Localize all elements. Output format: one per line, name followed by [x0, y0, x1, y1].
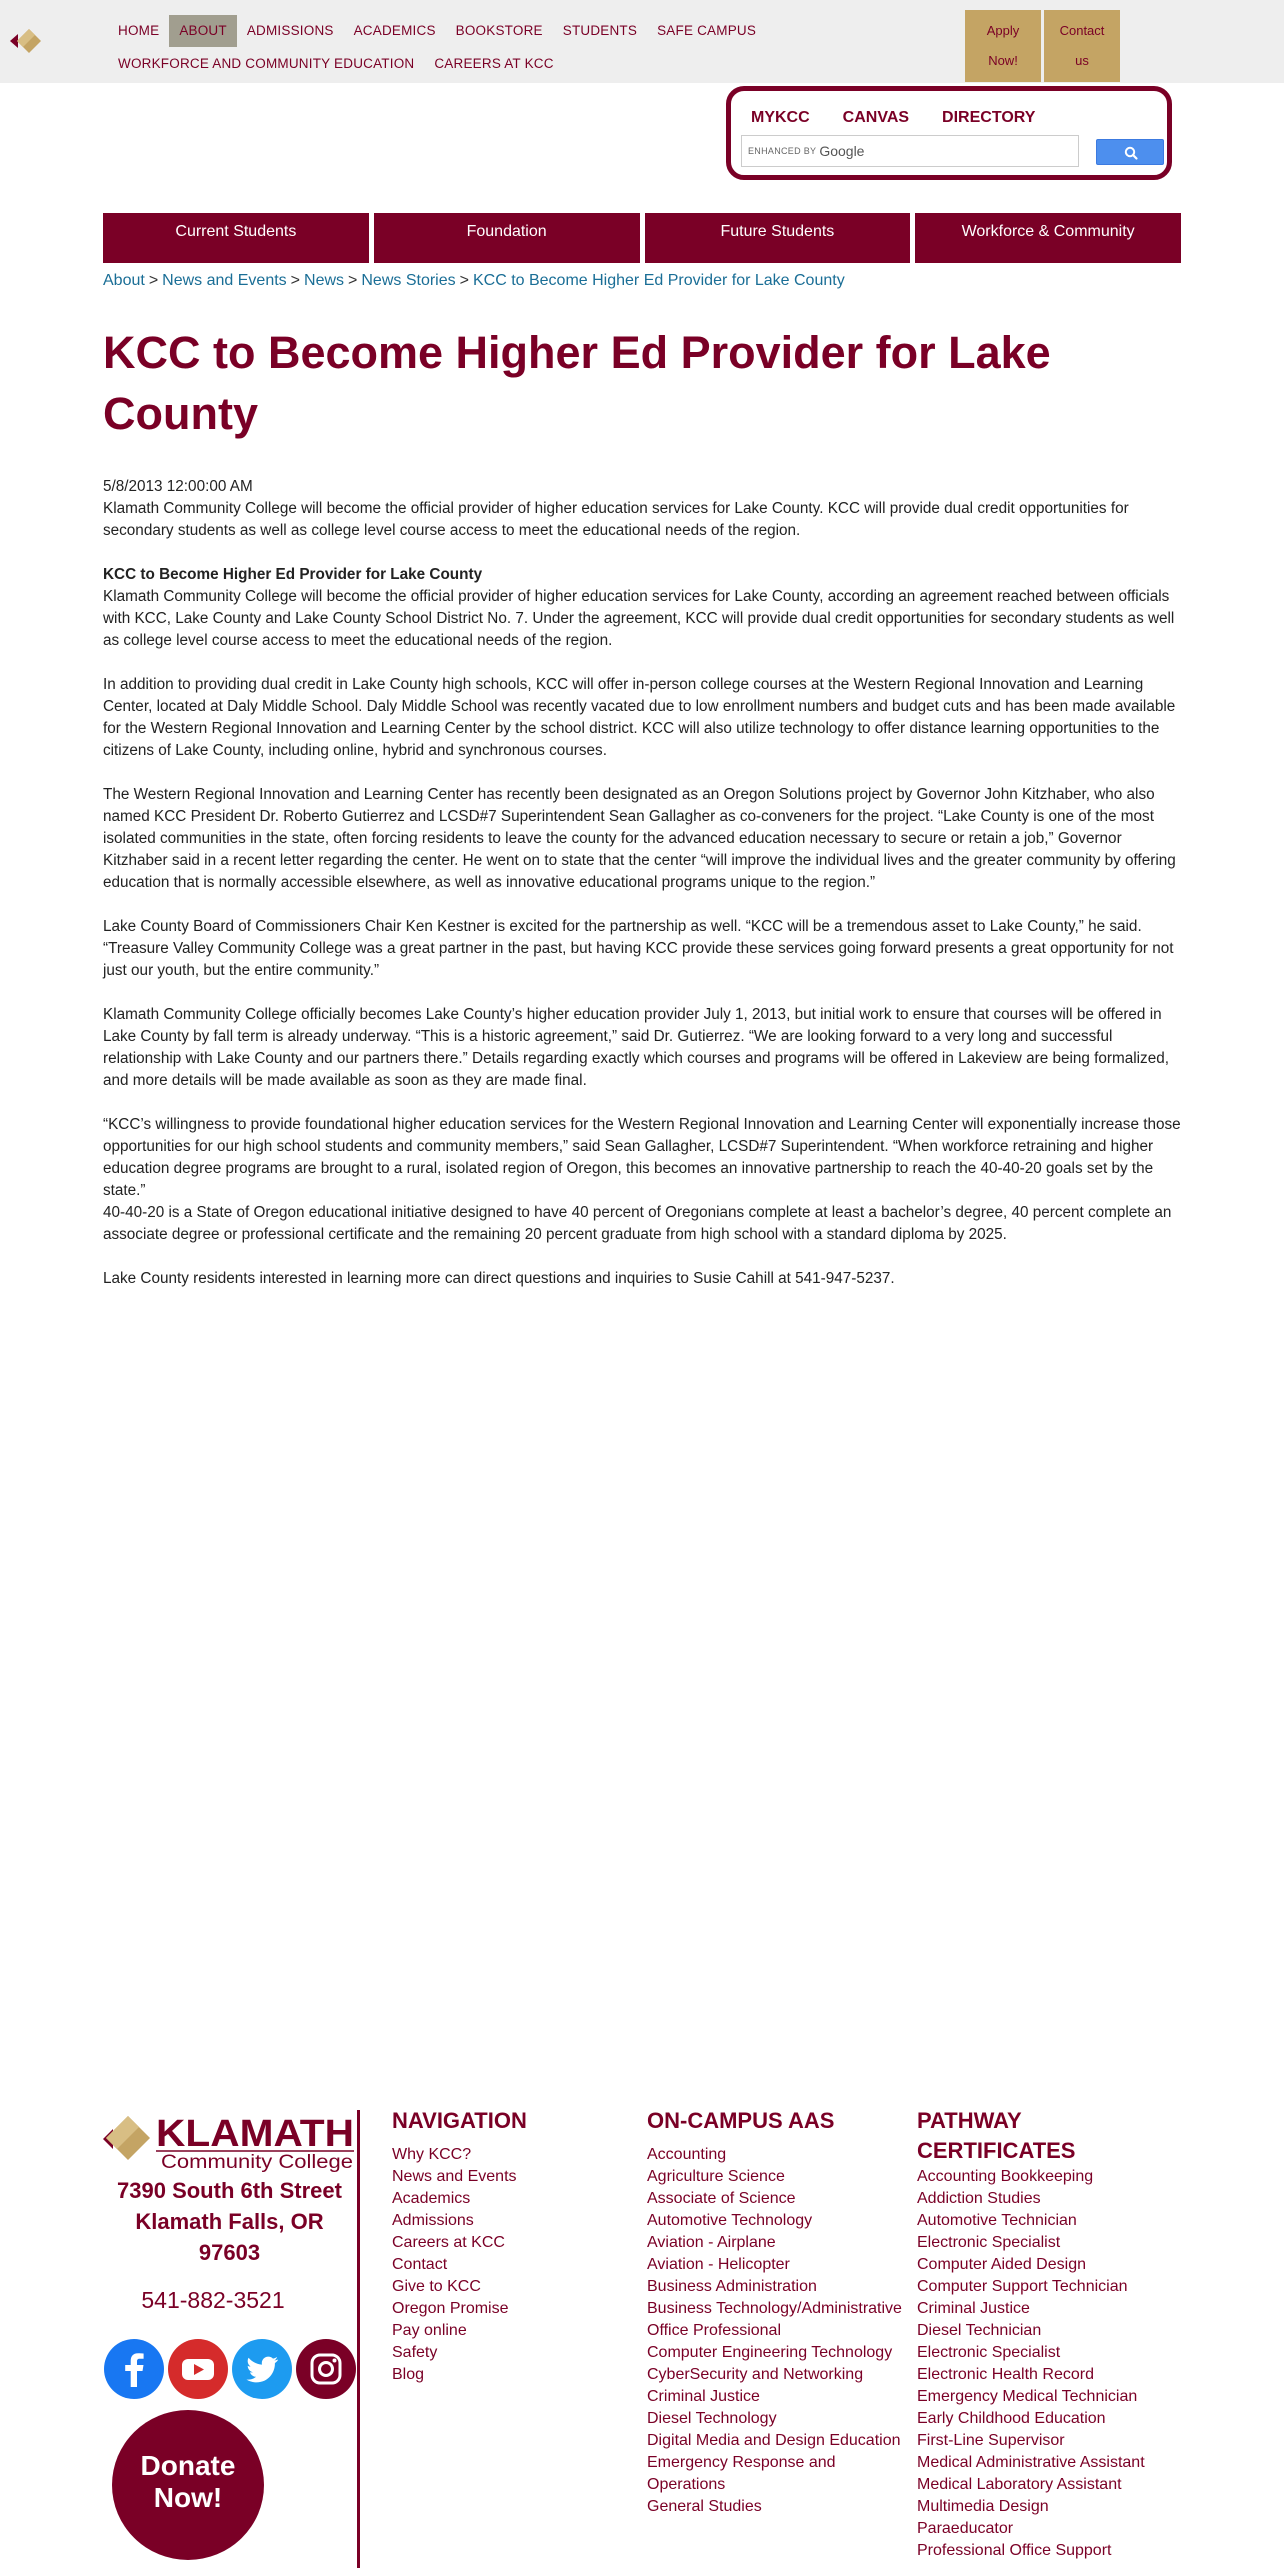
nav-about[interactable]: ABOUT — [169, 15, 237, 47]
article-subhead: KCC to Become Higher Ed Provider for Lake County — [103, 566, 483, 583]
donate-label-2: Now! — [153, 2482, 223, 2513]
footer-navigation-column — [392, 2106, 632, 2386]
logo-wordmark: KLAMATH — [156, 2113, 354, 2155]
breadcrumb-current[interactable]: KCC to Become Higher Ed Provider for Lake County — [472, 272, 845, 289]
apply-label: Apply — [986, 23, 1020, 38]
breadcrumb-about[interactable]: About — [103, 272, 145, 289]
footer-aas-link[interactable]: Accounting — [647, 2146, 727, 2163]
footer-pathway-link[interactable]: Professional Office Support — [917, 2542, 1112, 2559]
breadcrumb-news-stories[interactable]: News Stories — [361, 272, 456, 289]
footer-aas-link[interactable]: Aviation - Helicopter — [647, 2256, 790, 2273]
article-paragraph: In addition to providing dual credit in Lake County high schools, KCC will offer in-person college courses at the Western Regional Innovation and Learning Center, located at Daly Middle School. Daly Middle School was recently vacated due to low enrollment numbers and budget cuts and has been made available for the Western Regional Innovation and Learning Center by the school district. KCC will also utilize technology to offer distance learning opportunities to the citizens of Lake County, including online, hybrid and synchronous courses. — [103, 676, 1176, 759]
footer-pathway-link[interactable]: Diesel Technician — [917, 2322, 1042, 2339]
apply-label-2: Now! — [988, 53, 1018, 68]
address-line: Klamath Falls, OR — [135, 2209, 324, 2234]
breadcrumb-separator: > — [290, 272, 301, 289]
nav-safe-campus[interactable]: SAFE CAMPUS — [657, 23, 757, 38]
breadcrumb-separator: > — [148, 272, 159, 289]
article-paragraph: The Western Regional Innovation and Learning Center has recently been designated as an Oregon Solutions project by Governor John Kitzhaber, who also named KCC President Dr. Roberto Gutierrez and LCSD#7 Superintendent Sean Gallagher as co-conveners for the project. “Lake County is one of the most isolated communities in the state, often forcing residents to leave the county for the advanced education necessary to secure or retain a job,” Governor Kitzhaber said in a recent letter regarding the center. He went on to state that the center “will improve the individual lives and the greater community by offering education that is normally accessible elsewhere, as well as innovative educational programs unique to the region.” — [103, 786, 1176, 891]
footer-nav-link[interactable]: Why KCC? — [392, 2146, 472, 2163]
footer-pathway-link[interactable]: Multimedia Design — [917, 2498, 1049, 2515]
article-date: 5/8/2013 12:00:00 AM — [103, 478, 253, 495]
donate-now-button[interactable] — [112, 2410, 264, 2560]
footer-pathway-link[interactable]: Criminal Justice — [917, 2300, 1030, 2317]
youtube-icon[interactable] — [168, 2339, 228, 2399]
footer-pathway-link[interactable]: Automotive Technician — [917, 2212, 1077, 2229]
footer-pathway-link[interactable]: Emergency Medical Technician — [917, 2388, 1138, 2405]
breadcrumb-news-events[interactable]: News and Events — [162, 272, 287, 289]
tab-foundation[interactable]: Foundation — [374, 213, 640, 263]
article-paragraph: Klamath Community College will become the official provider of higher education services for Lake County, according an agreement reached between officials with KCC, Lake County and Lake County School District No. 7. Under the agreement, KCC will provide dual credit opportunities for secondary students as well as college level course access to meet the educational needs of the region. — [103, 588, 1175, 649]
nav-admissions[interactable]: ADMISSIONS — [246, 23, 334, 38]
footer-aas-link[interactable]: Business Administration — [647, 2278, 817, 2295]
footer-phone[interactable]: 541-882-3521 — [141, 2287, 285, 2313]
article-paragraph: “KCC’s willingness to provide foundational higher education services for the Western Regional Innovation and Learning Center will exponentially increase those opportunities for our high school students and community members,” said Sean Gallagher, LCSD#7 Superintendent. “When workforce retraining and higher education degree programs are brought to a rural, isolated region of Oregon, this becomes an innovative partnership to reach the 40-40-20 goals set by the state.” — [103, 1116, 1181, 1199]
footer-aas-link[interactable]: Emergency Response and Operations — [647, 2454, 836, 2493]
search-icon — [1097, 140, 1165, 166]
footer-nav-link[interactable]: Admissions — [392, 2212, 474, 2229]
tab-future-students[interactable]: Future Students — [645, 213, 911, 263]
footer-pathway-link[interactable]: Addiction Studies — [917, 2190, 1041, 2207]
main-nav-row-1 — [108, 15, 766, 47]
utility-links — [751, 109, 1035, 127]
tab-workforce-community[interactable]: Workforce & Community — [915, 213, 1181, 263]
footer-nav-link[interactable]: Pay online — [392, 2322, 467, 2339]
breadcrumb — [103, 272, 845, 290]
search-brand-text: ENHANCED BY — [748, 146, 817, 156]
article-summary: Klamath Community College will become the official provider of higher education services for Lake County. KCC will provide dual credit opportunities for secondary students as well as college level course access to meet the educational needs of the region. — [103, 500, 1129, 539]
footer-nav-link[interactable]: Contact — [392, 2256, 448, 2273]
nav-academics[interactable]: ACADEMICS — [353, 23, 436, 38]
utility-search-box — [726, 86, 1172, 180]
address-line: 97603 — [198, 2240, 261, 2265]
footer-aas-link[interactable]: Criminal Justice — [647, 2388, 760, 2405]
footer-nav-link[interactable]: Safety — [392, 2344, 438, 2361]
footer-aas-link[interactable]: Business Technology/Administrative Office Professional — [647, 2300, 902, 2339]
footer-pathway-link[interactable]: Accounting Bookkeeping — [917, 2168, 1094, 2185]
footer-pathway-link[interactable]: Early Childhood Education — [917, 2410, 1106, 2427]
footer-pathway-link[interactable]: Electronic Specialist — [917, 2344, 1061, 2361]
footer-pathway-link[interactable]: Paraeducator — [917, 2520, 1014, 2537]
google-wordmark: Google — [819, 143, 865, 159]
footer-aas-link[interactable]: Computer Engineering Technology — [647, 2344, 893, 2361]
contact-us-button[interactable] — [1044, 10, 1120, 82]
main-nav-row-2 — [108, 48, 564, 80]
footer-nav-link[interactable]: Careers at KCC — [392, 2234, 505, 2251]
breadcrumb-news[interactable]: News — [304, 272, 345, 289]
footer-aas-link[interactable]: Associate of Science — [647, 2190, 796, 2207]
footer-pathway-column — [917, 2106, 1177, 2562]
article-paragraph: 40-40-20 is a State of Oregon educational initiative designed to have 40 percent of Oregonians complete at least a bachelor’s degree, 40 percent complete an associate degree or professional certificate and the remaining 20 percent graduate from high school with a standard diploma by 2025. — [103, 1204, 1172, 1243]
logo-subtitle: Community College — [161, 2152, 353, 2172]
footer-nav-link[interactable]: News and Events — [392, 2168, 517, 2185]
footer-pathway-link[interactable]: Medical Laboratory Assistant — [917, 2476, 1122, 2493]
footer-nav-link[interactable]: Oregon Promise — [392, 2300, 509, 2317]
footer-divider — [357, 2110, 360, 2568]
social-links — [104, 2339, 356, 2399]
facebook-icon[interactable] — [104, 2339, 164, 2399]
footer-nav-link[interactable]: Give to KCC — [392, 2278, 481, 2295]
article-paragraph: Lake County Board of Commissioners Chair Ken Kestner is excited for the partnership as well. “KCC will be a tremendous asset to Lake County,” he said. “Treasure Valley Community College was a great partner in the past, but having KCC provide these services going forward presents a great opportunity for not just our youth, but the entire community.” — [103, 918, 1174, 979]
nav-workforce[interactable]: WORKFORCE AND COMMUNITY EDUCATION — [118, 56, 415, 71]
kcc-logo-icon[interactable] — [10, 26, 44, 56]
search-button[interactable] — [1096, 139, 1164, 165]
footer-aas-link[interactable]: Agriculture Science — [647, 2168, 785, 2185]
nav-home[interactable]: HOME — [118, 23, 160, 38]
footer-navigation-heading: NAVIGATION — [392, 2108, 527, 2133]
footer-aas-heading: ON-CAMPUS AAS — [647, 2108, 835, 2133]
contact-label-2: us — [1075, 53, 1089, 68]
breadcrumb-separator: > — [459, 272, 469, 289]
footer-pathway-link[interactable]: Computer Aided Design — [917, 2256, 1086, 2273]
footer-aas-link[interactable]: Diesel Technology — [647, 2410, 777, 2427]
klamath-logo[interactable] — [103, 2110, 356, 2172]
footer-aas-link[interactable]: General Studies — [647, 2498, 762, 2515]
top-bar — [0, 0, 1284, 83]
twitter-icon[interactable] — [232, 2339, 292, 2399]
page-title: KCC to Become Higher Ed Provider for Lake County — [103, 327, 1051, 439]
address-line: 7390 South 6th Street — [117, 2178, 342, 2203]
apply-now-button[interactable] — [965, 10, 1041, 82]
article-contact-paragraph: Lake County residents interested in learning more can direct questions and inquiries to Susie Cahill at 541-947-5237. — [103, 1270, 895, 1287]
footer-aas-link[interactable]: Digital Media and Design Education — [647, 2432, 901, 2449]
search-input[interactable] — [741, 135, 1079, 167]
footer-nav-link[interactable]: Blog — [392, 2366, 425, 2383]
nav-careers[interactable]: CAREERS AT KCC — [434, 56, 554, 71]
footer-aas-link[interactable]: Aviation - Airplane — [647, 2234, 776, 2251]
footer-aas-link[interactable]: CyberSecurity and Networking — [647, 2366, 864, 2383]
footer-pathway-link[interactable]: Electronic Health Record — [917, 2366, 1094, 2383]
footer-pathway-link[interactable]: Medical Administrative Assistant — [917, 2454, 1145, 2471]
footer-pathway-heading: PATHWAY CERTIFICATES — [917, 2108, 1076, 2163]
canvas-link[interactable]: CANVAS — [842, 109, 910, 126]
contact-label: Contact — [1059, 23, 1105, 38]
audience-tabs — [103, 213, 1181, 263]
footer-aas-column — [647, 2106, 907, 2518]
footer-pathway-link[interactable]: First-Line Supervisor — [917, 2432, 1065, 2449]
instagram-icon[interactable] — [296, 2339, 356, 2399]
tab-current-students[interactable]: Current Students — [103, 213, 369, 263]
nav-bookstore[interactable]: BOOKSTORE — [455, 23, 543, 38]
mykcc-link[interactable]: MYKCC — [751, 109, 810, 126]
footer-pathway-link[interactable]: Computer Support Technician — [917, 2278, 1128, 2295]
nav-students[interactable]: STUDENTS — [562, 23, 638, 38]
article-body — [103, 476, 1183, 1290]
breadcrumb-separator: > — [348, 272, 358, 289]
article-paragraph: Klamath Community College officially becomes Lake County’s higher education provider July 1, 2013, but initial work to ensure that courses will be offered in Lake County by fall term is already underway. “This is a historic agreement,” said Dr. Gutierrez. “We are looking forward to a very long and successful relationship with Lake County and our partners there.” Details regarding exactly which courses and programs will be offered in Lakeview are being formalized, and more details will be made available as soon as they are made final. — [103, 1006, 1169, 1089]
footer-nav-link[interactable]: Academics — [392, 2190, 471, 2207]
footer-aas-link[interactable]: Automotive Technology — [647, 2212, 813, 2229]
donate-label: Donate — [140, 2450, 236, 2481]
directory-link[interactable]: DIRECTORY — [942, 109, 1036, 126]
footer-pathway-link[interactable]: Electronic Specialist — [917, 2234, 1061, 2251]
footer-address — [103, 2175, 356, 2268]
